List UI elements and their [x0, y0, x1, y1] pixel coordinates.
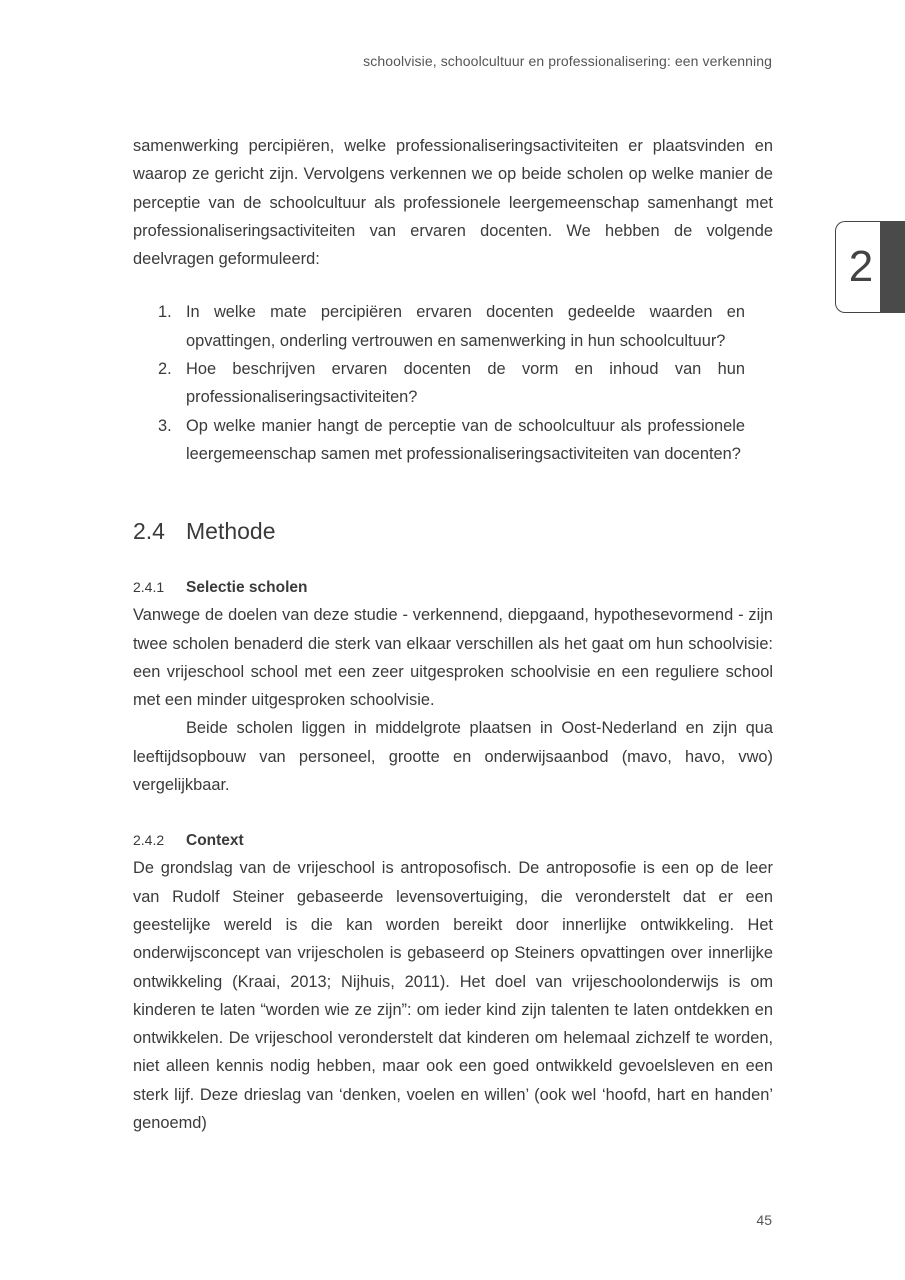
research-questions-list: [133, 298, 773, 468]
subsection-title: Selectie scholen: [186, 579, 308, 597]
context-paragraph: De grondslag van de vrijeschool is antroposofisch. De antroposofie is een op de leer van Rudolf Steiner gebaseerde levensovertuiging, die veronderstelt dat er een geestelijke wereld is die kan worden bereikt door innerlijke ontwikkeling. Het onderwijsconcept van vrijescholen is gebaseerd op Steiners opvattingen over innerlijke ontwikkeling (Kraai, 2013; Nijhuis, 2011). Het doel van vrijeschoolonderwijs is om kinderen te laten “worden wie ze zijn”: om ieder kind zijn talenten te laten ontdekken en ontwikkelen. De vrijeschool veronderstelt dat kinderen om helemaal zichzelf te worden, niet alleen kennis nodig hebben, maar ook een goed ontwikkeld gevoelsleven en een sterk lijf. Deze drieslag van ‘denken, voelen en willen’ (ook wel ‘hoofd, hart en handen’ genoemd): [133, 859, 773, 1133]
main-content: [133, 132, 773, 1137]
subsection-title: Context: [186, 832, 244, 850]
page-number: 45: [756, 1212, 772, 1228]
list-item-text: Op welke manier hangt de perceptie van de schoolcultuur als professionele leergemeenschap samen met professionaliseringsactiviteiten van docenten?: [186, 416, 745, 463]
list-item-text: In welke mate percipiëren ervaren docenten gedeelde waarden en opvattingen, onderling vertrouwen en samenwerking in hun schoolcultuur?: [186, 303, 745, 350]
section-title: Methode: [186, 518, 276, 545]
subsection-number: 2.4.1: [133, 579, 165, 596]
list-item: [133, 355, 745, 412]
selectie-paragraph-2: Beide scholen liggen in middelgrote plaatsen in Oost-Nederland en zijn qua leeftijdsopbouw van personeel, grootte en onderwijsaanbod (mavo, havo, vwo) vergelijkbaar.: [133, 719, 773, 795]
list-item-text: Hoe beschrijven ervaren docenten de vorm en inhoud van hun professionaliseringsactiviteiten?: [186, 360, 745, 407]
chapter-tab-bar: [880, 221, 905, 313]
selectie-paragraph-1: Vanwege de doelen van deze studie - verkennend, diepgaand, hypothesevormend - zijn twee scholen benaderd die sterk van elkaar verschillen als het gaat om hun schoolvisie: een vrijeschool school met een zeer uitgesproken schoolvisie en een reguliere school met een minder uitgesproken schoolvisie.: [133, 606, 773, 710]
list-item-number: 2.: [158, 360, 172, 379]
list-item: [133, 298, 745, 355]
subsection-heading-selectie: [133, 574, 773, 601]
list-item: [133, 412, 745, 469]
section-heading: [133, 516, 773, 546]
running-header: schoolvisie, schoolcultuur en professionalisering: een verkenning: [363, 53, 772, 69]
chapter-number: 2: [848, 242, 874, 291]
section-number: 2.4: [133, 518, 165, 545]
list-item-number: 3.: [158, 416, 172, 435]
intro-paragraph: samenwerking percipiëren, welke professionaliseringsactiviteiten er plaatsvinden en waarop ze gericht zijn. Vervolgens verkennen we op beide scholen op welke manier de perceptie van de schoolcultuur als professionele leergemeenschap samenhangt met professionaliseringsactiviteiten van ervaren docenten. We hebben de volgende deelvragen geformuleerd:: [133, 137, 773, 269]
subsection-number: 2.4.2: [133, 832, 165, 849]
subsection-heading-context: [133, 827, 773, 854]
chapter-tab: [835, 221, 905, 313]
list-item-number: 1.: [158, 303, 172, 322]
